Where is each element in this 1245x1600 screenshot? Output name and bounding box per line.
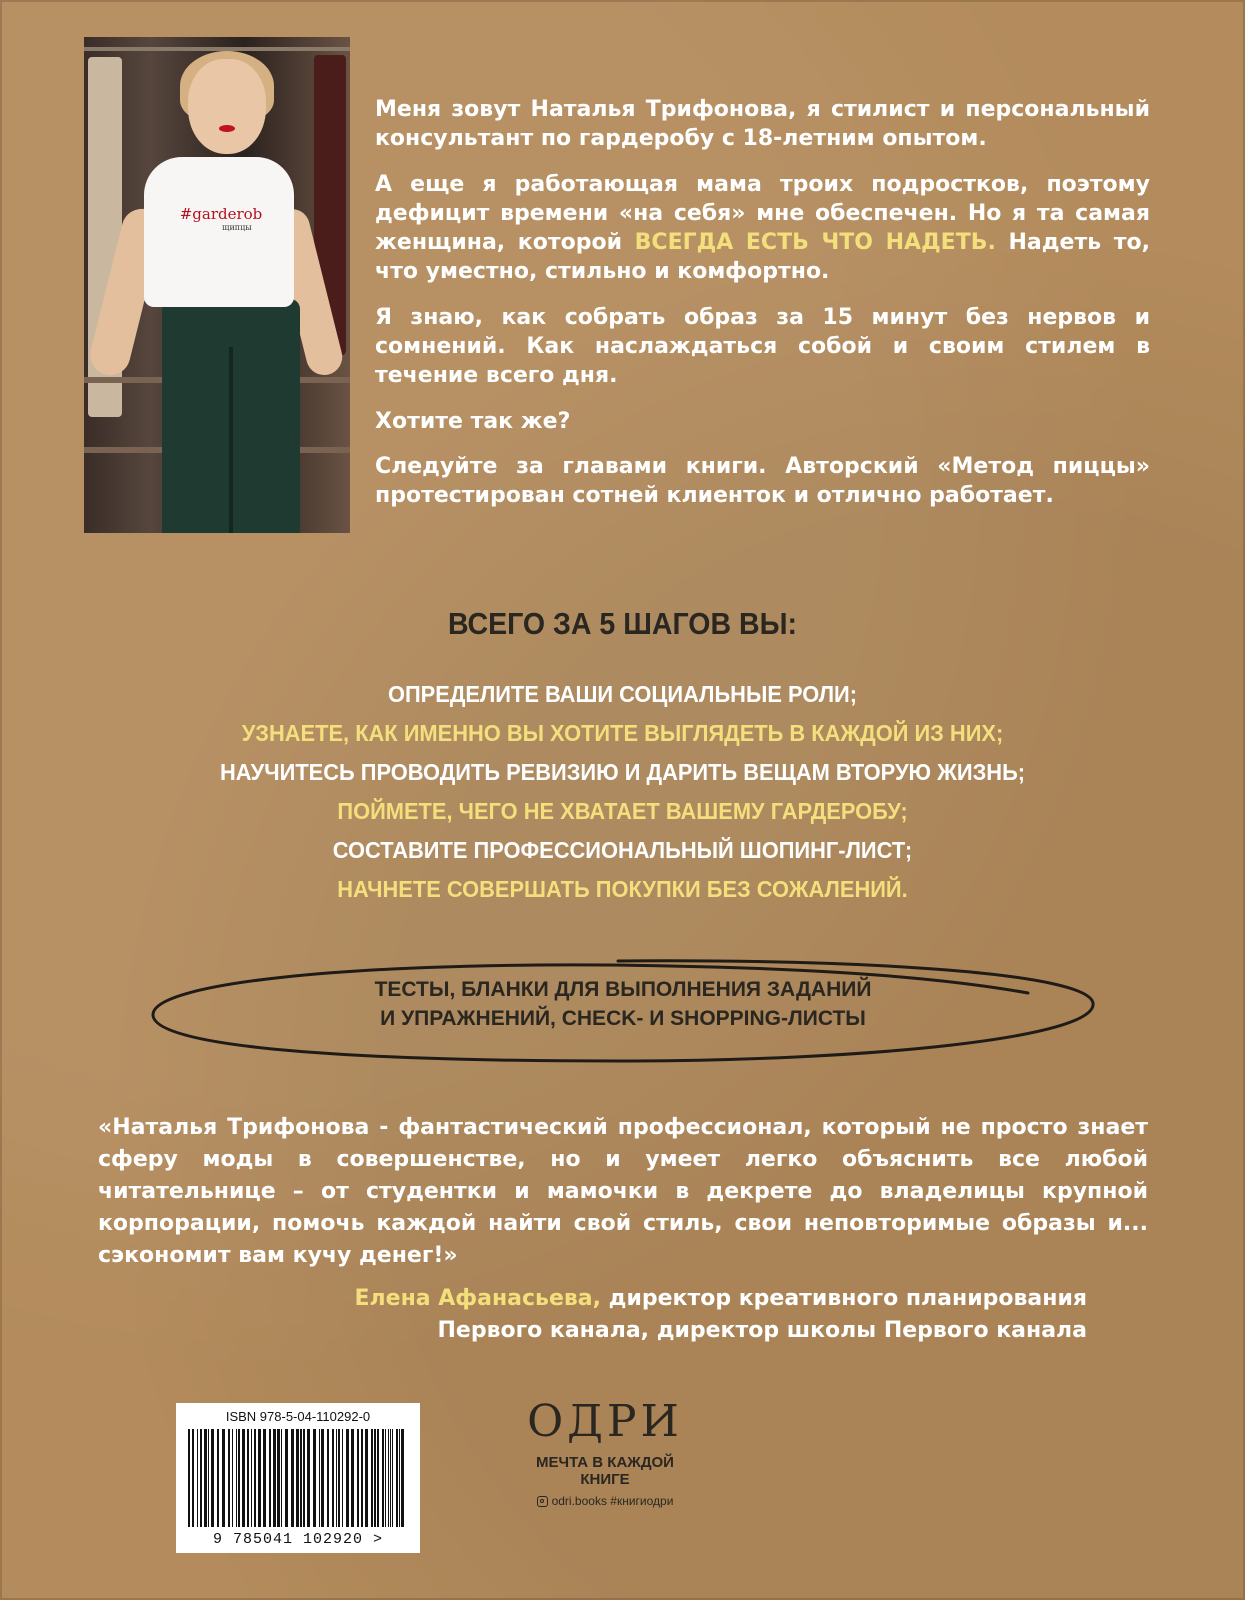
step-item: СОСТАВИТЕ ПРОФЕССИОНАЛЬНЫЙ ШОПИНГ-ЛИСТ;: [332, 837, 913, 863]
barcode-bar: [242, 1429, 245, 1527]
barcode-bar: [291, 1429, 294, 1527]
steps-title: ВСЕГО ЗА 5 ШАГОВ ВЫ:: [448, 606, 797, 641]
barcode-bar: [211, 1429, 214, 1527]
step-item: НАУЧИТЕСЬ ПРОВОДИТЬ РЕВИЗИЮ И ДАРИТЬ ВЕЩАМ ВТОРУЮ ЖИЗНЬ;: [219, 759, 1026, 785]
intro-paragraph: [375, 170, 1150, 286]
barcode-bar: [208, 1429, 209, 1527]
review-quote: [98, 1112, 1148, 1272]
barcode-bars: [186, 1429, 410, 1529]
quote-text: «Наталья Трифонова - фантастический профессионал, который не просто знает сферу моды в совершенстве, но и умеет легко объяснить все любой читательнице – от студентки и мамочки в декрете до владелицы крупной корпорации, помочь каждой найти свой стиль, свои неповторимые образы и... сэкономит вам кучу денег!»: [98, 1115, 1148, 1268]
intro-paragraph: Хотите так же?: [375, 409, 571, 434]
barcode-bar: [357, 1429, 359, 1527]
barcode-bar: [236, 1429, 237, 1527]
intro-text-span: А еще я работающая мама троих подростков, поэтому дефицит времени «на себя» мне обеспечен. Но я та самая женщина, которой: [375, 172, 1150, 255]
barcode-bar: [269, 1429, 271, 1527]
publisher-logo: ОДРИ: [527, 1396, 683, 1447]
callout-text: [148, 975, 1098, 1033]
pants-split: [229, 347, 233, 533]
barcode-bar: [401, 1429, 404, 1527]
person-tshirt: [144, 157, 294, 307]
isbn-barcode: [176, 1403, 420, 1553]
steps-list: [0, 675, 1245, 909]
barcode-bar: [247, 1429, 249, 1527]
barcode-bar: [321, 1429, 324, 1527]
publisher-block: [500, 1396, 710, 1508]
barcode-bar: [251, 1429, 252, 1527]
barcode-bar: [319, 1429, 320, 1527]
barcode-bar: [300, 1429, 302, 1527]
intro-text-span: Надеть то, что уместно, стильно и комфортно.: [375, 230, 1150, 284]
barcode-bar: [281, 1429, 282, 1527]
tshirt-print-sub: щипцы: [222, 223, 252, 232]
intro-paragraph: Я знаю, как собрать образ за 15 минут без нервов и сомнений. Как наслаждаться собой и своим стилем в течение всего дня.: [375, 305, 1150, 388]
step-item: ОПРЕДЕЛИТЕ ВАШИ СОЦИАЛЬНЫЕ РОЛИ;: [387, 681, 858, 707]
barcode-bar: [361, 1429, 363, 1527]
barcode-bar: [258, 1429, 261, 1527]
barcode-bar: [303, 1429, 305, 1527]
closet-rail: [84, 47, 350, 51]
callout-line: ТЕСТЫ, БЛАНКИ ДЛЯ ВЫПОЛНЕНИЯ ЗАДАНИЙ: [374, 978, 872, 1001]
barcode-bar: [263, 1429, 266, 1527]
barcode-number: 9 785041 102920 >: [212, 1531, 384, 1548]
quote-role-line: Первого канала, директор школы Первого канала: [437, 1318, 1087, 1343]
intro-paragraph: Меня зовут Наталья Трифонова, я стилист и персональный консультант по гардеробу с 18-летним опытом.: [375, 97, 1150, 151]
barcode-bar: [277, 1429, 280, 1527]
barcode-bar: [228, 1429, 230, 1527]
attribution-line: [187, 1283, 1087, 1315]
barcode-bar: [222, 1429, 225, 1527]
step-item: НАЧНЕТЕ СОВЕРШАТЬ ПОКУПКИ БЕЗ СОЖАЛЕНИЙ.: [337, 876, 908, 902]
person-head: [188, 59, 266, 154]
step-item: ПОЙМЕТЕ, ЧЕГО НЕ ХВАТАЕТ ВАШЕМУ ГАРДЕРОБУ;: [337, 798, 908, 824]
quote-author: Елена Афанасьева,: [354, 1286, 602, 1311]
tshirt-print: #garderob: [179, 205, 263, 223]
intro-text: [375, 95, 1150, 527]
barcode-bar: [377, 1429, 379, 1527]
barcode-bar: [238, 1429, 240, 1527]
barcode-bar: [192, 1429, 194, 1527]
barcode-bar: [332, 1429, 334, 1527]
barcode-bar: [374, 1429, 376, 1527]
barcode-bar: [285, 1429, 288, 1527]
barcode-bar: [399, 1429, 400, 1527]
barcode-bar: [313, 1429, 316, 1527]
publisher-slogan: [500, 1454, 710, 1488]
barcode-bar: [200, 1429, 202, 1527]
barcode-bar: [396, 1429, 398, 1527]
barcode-bar: [217, 1429, 219, 1527]
barcode-bar: [336, 1429, 337, 1527]
callout-line: И УПРАЖНЕНИЙ, CHECK- И SHOPPING-ЛИСТЫ: [380, 1007, 866, 1030]
publisher-social: [500, 1494, 710, 1508]
barcode-bar: [392, 1429, 393, 1527]
isbn-text: ISBN 978-5-04-110292-0: [225, 1409, 371, 1424]
barcode-bar: [371, 1429, 373, 1527]
intro-highlight: ВСЕГДА ЕСТЬ ЧТО НАДЕТЬ.: [634, 230, 996, 255]
barcode-bar: [204, 1429, 207, 1527]
slogan-line: КНИГЕ: [580, 1471, 630, 1488]
barcode-bar: [232, 1429, 233, 1527]
barcode-bar: [342, 1429, 343, 1527]
social-handle: odri.books #книгиодри: [551, 1494, 674, 1508]
barcode-bar: [346, 1429, 349, 1527]
barcode-bar: [307, 1429, 310, 1527]
person-lips: [219, 125, 235, 132]
barcode-bar: [327, 1429, 329, 1527]
quote-role: директор креативного планирования: [601, 1286, 1087, 1311]
barcode-bar: [296, 1429, 299, 1527]
barcode-bar: [254, 1429, 256, 1527]
barcode-bar: [390, 1429, 391, 1527]
barcode-bar: [365, 1429, 368, 1527]
barcode-bar: [188, 1429, 190, 1527]
intro-paragraph: Следуйте за главами книги. Авторский «Метод пиццы» протестирован сотней клиенток и отлично работает.: [375, 454, 1150, 508]
quote-attribution: [187, 1283, 1087, 1347]
barcode-bar: [382, 1429, 384, 1527]
barcode-bar: [338, 1429, 340, 1527]
barcode-bar: [385, 1429, 386, 1527]
features-callout: [148, 953, 1098, 1068]
barcode-bar: [351, 1429, 354, 1527]
instagram-icon: [537, 1496, 548, 1507]
slogan-line: МЕЧТА В КАЖДОЙ: [536, 1454, 674, 1471]
barcode-bar: [273, 1429, 276, 1527]
barcode-bar: [197, 1429, 198, 1527]
step-item: УЗНАЕТЕ, КАК ИМЕННО ВЫ ХОТИТЕ ВЫГЛЯДЕТЬ В КАЖДОЙ ИЗ НИХ;: [241, 720, 1004, 746]
author-photo: [84, 37, 350, 533]
barcode-bar: [388, 1429, 389, 1527]
